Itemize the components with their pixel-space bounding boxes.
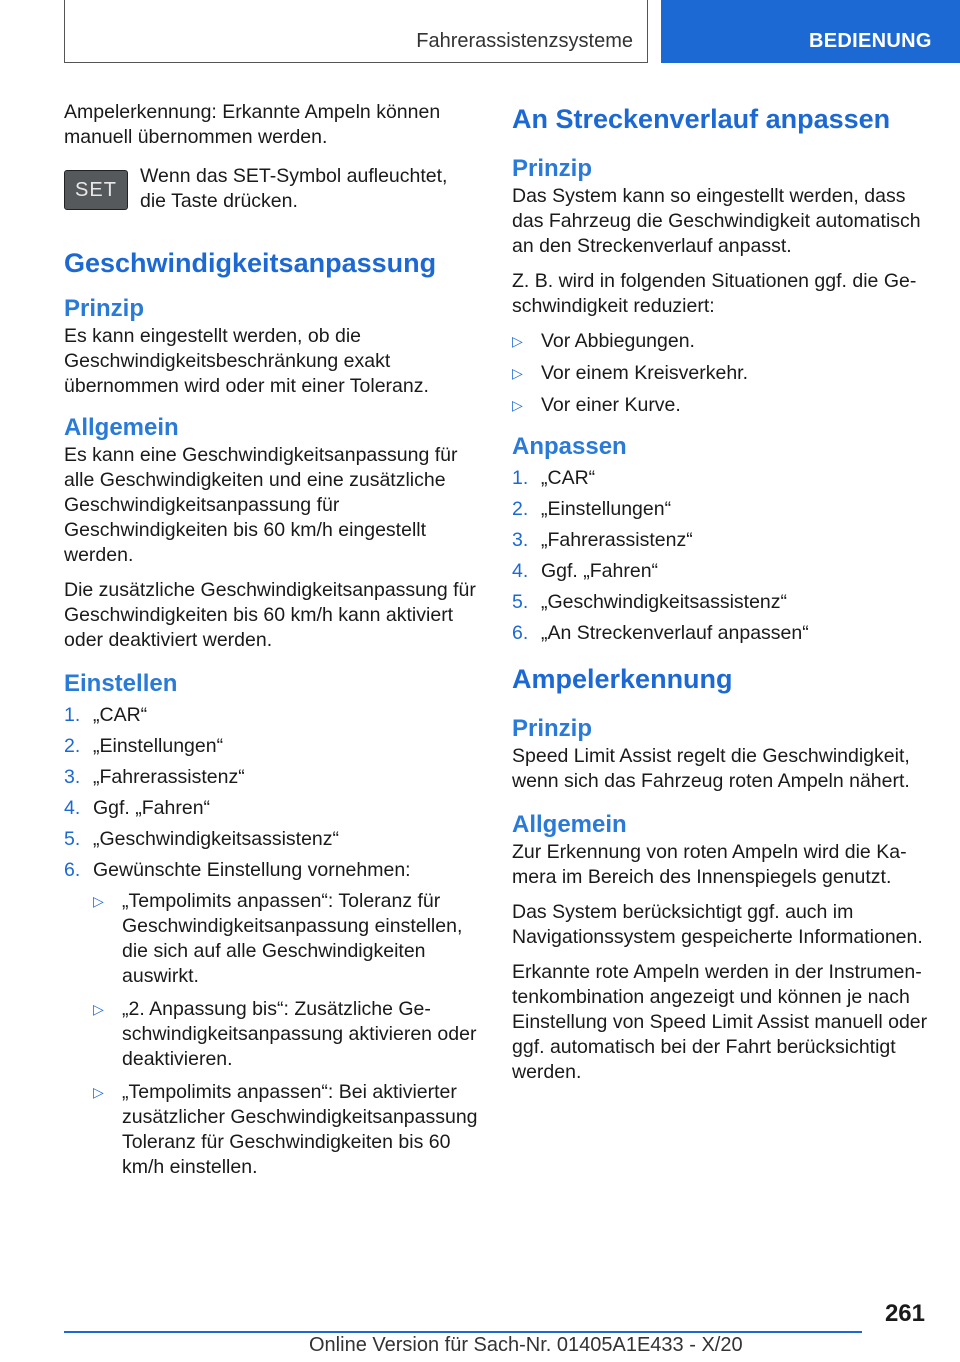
substeps-list: [93, 889, 478, 1180]
step-number: 1.: [64, 704, 81, 726]
step-number: 4.: [512, 560, 529, 582]
set-button-icon: SET: [64, 170, 128, 210]
subheading-prinzip: Prinzip: [64, 295, 145, 322]
list-item: [64, 765, 478, 790]
list-item: [512, 590, 928, 615]
step-number: 6.: [512, 622, 529, 644]
triangle-bullet-icon: ▷: [512, 365, 523, 381]
step-number: 6.: [64, 859, 81, 881]
list-item: [64, 827, 478, 852]
allgemein-text-1: Zur Erkennung von roten Ampeln wird die Kamera im Bereich des Innenspiegels genutzt.: [512, 841, 907, 888]
left-column: [64, 100, 478, 1188]
list-item: [512, 361, 928, 386]
triangle-bullet-icon: ▷: [93, 1084, 104, 1100]
substep-text: „Tempolimits anpassen“: Toleranz für Geschwindigkeitsanpassung einstellen, die sich auf alle Geschwindigkeiten auswirkt.: [122, 890, 463, 987]
right-column: [512, 100, 928, 1095]
allgemein-text-2: Die zusätzliche Geschwindigkeitsanpassung für Geschwindigkeiten bis 60 km/h kann aktiviert oder deaktiviert werden.: [64, 579, 476, 651]
list-item: [64, 703, 478, 728]
set-text: Wenn das SET-Symbol aufleuchtet, die Taste drücken.: [140, 165, 448, 212]
list-item: [93, 997, 478, 1072]
einstellen-steps: [64, 703, 478, 1180]
prinzip-text-1: Das System kann so eingestellt werden, dass das Fahrzeug die Geschwindigkeit automatisch an den Streckenverlauf anpasst.: [512, 185, 921, 257]
allgemein-text-1: Es kann eine Geschwindigkeitsanpassung für alle Geschwindigkeiten und eine zusätzliche Geschwindigkeitsanpassung für Geschwindigkeiten bis 60 km/h eingestellt werden.: [64, 444, 458, 566]
step-text: „Geschwindigkeitsassistenz“: [541, 591, 788, 613]
situation-text: Vor einer Kurve.: [541, 394, 681, 416]
list-item: [64, 858, 478, 1180]
section-heading-geschwindigkeitsanpassung: Geschwindigkeitsanpassung: [64, 248, 437, 278]
situation-text: Vor Abbiegungen.: [541, 330, 695, 352]
triangle-bullet-icon: ▷: [512, 397, 523, 413]
step-text: „CAR“: [93, 704, 148, 726]
set-instruction: [64, 164, 478, 224]
substep-text: „Tempolimits anpassen“: Bei aktivierter zusätzlicher Geschwindigkeitsanpassung Toleranz für Geschwindigkeiten bis 60 km/h einstellen.: [122, 1081, 478, 1178]
step-text: „CAR“: [541, 467, 596, 489]
step-number: 4.: [64, 797, 81, 819]
step-text: Ggf. „Fahren“: [93, 797, 211, 819]
step-text: „Fahrerassistenz“: [93, 766, 245, 788]
list-item: [64, 734, 478, 759]
step-number: 5.: [512, 591, 529, 613]
footer-divider: [64, 1331, 862, 1333]
subheading-prinzip: Prinzip: [512, 155, 593, 182]
situations-list: [512, 329, 928, 418]
prinzip2-text: Speed Limit Assist regelt die Geschwindigkeit, wenn sich das Fahrzeug roten Ampeln nähert.: [512, 745, 910, 792]
list-item: [64, 796, 478, 821]
step-number: 1.: [512, 467, 529, 489]
list-item: [512, 393, 928, 418]
triangle-bullet-icon: ▷: [93, 893, 104, 909]
step-text: „An Streckenverlauf anpassen“: [541, 622, 809, 644]
step-number: 2.: [512, 498, 529, 520]
allgemein-text-3: Erkannte rote Ampeln werden in der Instrumentenkombination angezeigt und können je nach Einstellung von Speed Limit Assist manuell oder ggf. automatisch bei der Fahrt berücksichtigt werden.: [512, 961, 928, 1083]
chapter-tab[interactable]: [661, 0, 960, 63]
allgemein-text-2: Das System berücksichtigt ggf. auch im Navigationssystem gespeicherte Informationen.: [512, 901, 923, 948]
triangle-bullet-icon: ▷: [93, 1001, 104, 1017]
section-heading-streckenverlauf: An Streckenverlauf anpassen: [512, 104, 891, 134]
intro-text: Ampelerkennung: Erkannte Ampeln können manuell übernommen werden.: [64, 101, 441, 148]
triangle-bullet-icon: ▷: [512, 333, 523, 349]
list-item: [93, 1080, 478, 1180]
list-item: [512, 528, 928, 553]
list-item: [512, 559, 928, 584]
list-item: [512, 466, 928, 491]
anpassen-steps: [512, 466, 928, 646]
subheading-prinzip: Prinzip: [512, 715, 593, 742]
step-text: „Einstellungen“: [541, 498, 672, 520]
subheading-allgemein: Allgemein: [512, 811, 627, 838]
section-title: Fahrerassistenzsysteme: [416, 30, 633, 52]
page-number: 261: [884, 1300, 925, 1327]
step-number: 3.: [512, 529, 529, 551]
step-text: „Einstellungen“: [93, 735, 224, 757]
list-item: [512, 621, 928, 646]
section-heading-ampelerkennung: Ampelerkennung: [512, 664, 733, 694]
subheading-anpassen: Anpassen: [512, 433, 627, 460]
step-number: 5.: [64, 828, 81, 850]
substep-text: „2. Anpassung bis“: Zusätzliche Geschwindigkeitsanpassung aktivieren oder deaktivieren.: [122, 998, 477, 1070]
subheading-allgemein: Allgemein: [64, 414, 179, 441]
subheading-einstellen: Einstellen: [64, 670, 178, 697]
list-item: [93, 889, 478, 989]
step-text: Gewünschte Einstellung vornehmen:: [93, 859, 411, 881]
step-text: „Geschwindigkeitsassistenz“: [93, 828, 340, 850]
chapter-title: BEDIENUNG: [809, 30, 932, 52]
prinzip-text: Es kann eingestellt werden, ob die Geschwindigkeitsbeschränkung exakt übernommen wird oder mit einer Toleranz.: [64, 325, 429, 397]
list-item: [512, 497, 928, 522]
step-text: Ggf. „Fahren“: [541, 560, 659, 582]
header-section-box: [64, 0, 648, 63]
footer-version-text: Online Version für Sach-Nr. 01405A1E433 - X/20: [309, 1334, 743, 1356]
step-number: 2.: [64, 735, 81, 757]
list-item: [512, 329, 928, 354]
step-text: „Fahrerassistenz“: [541, 529, 693, 551]
step-number: 3.: [64, 766, 81, 788]
situation-text: Vor einem Kreisverkehr.: [541, 362, 749, 384]
prinzip-text-2: Z. B. wird in folgenden Situationen ggf. die Geschwindigkeit reduziert:: [512, 270, 917, 317]
